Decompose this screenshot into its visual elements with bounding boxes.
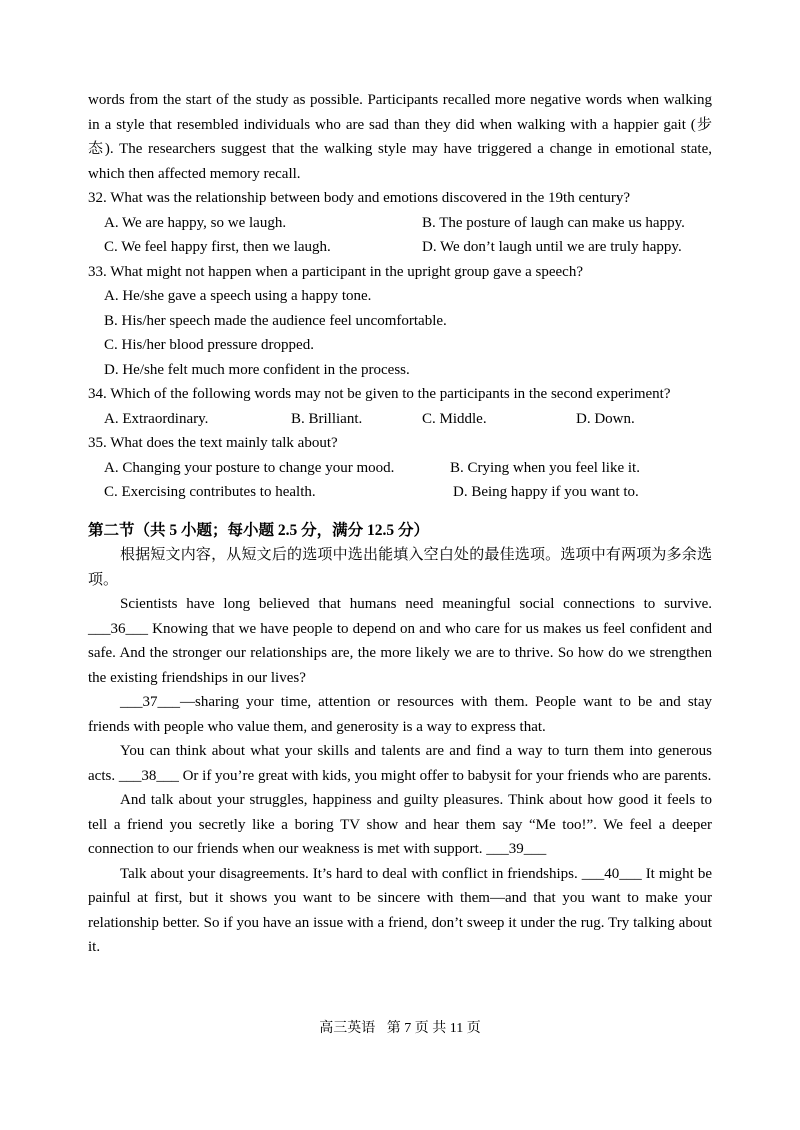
option-d: D. Being happy if you want to.: [453, 484, 639, 500]
option-a: A. He/she gave a speech using a happy tone.: [104, 288, 372, 304]
intro-paragraph: words from the start of the study as possible. Participants recalled more negative words when walking in a style that resembled individuals who are sad than they did when walking with a happier gait (步态). The researchers suggest that the walking style may have triggered a change in emotional state, which then affected memory recall.: [88, 92, 712, 182]
option-a: A. Changing your posture to change your mood.: [104, 459, 395, 476]
options-row: [88, 211, 712, 236]
question-stem: 34. Which of the following words may not be given to the participants in the second experiment?: [88, 386, 671, 402]
passage-paragraph: Talk about your disagreements. It’s hard to deal with conflict in friendships. ___40___ It might be painful at first, but it shows you want to be sincere with them—and that you want to make your relationship better. So if you have an issue with a friend, don’t sweep it under the rug. Try talking about it.: [88, 865, 712, 955]
option-c: C. Middle.: [422, 410, 487, 427]
options-row: [88, 456, 712, 481]
question-35: [88, 431, 712, 505]
question-stem: 33. What might not happen when a participant in the upright group gave a speech?: [88, 263, 583, 280]
passage-paragraph: And talk about your struggles, happiness and guilty pleasures. Think about how good it feels to tell a friend you secretly like a boring TV show and hear them say “Me too!”. We feel a deeper connection to our friends when our weakness is met with support. ___39___: [88, 792, 712, 857]
option-d: D. We don’t laugh until we are truly happy.: [422, 239, 682, 255]
passage-paragraph: You can think about what your skills and talents are and find a way to turn them into generous acts. ___38___ Or if you’re great with kids, you might offer to babysit for your friends who are parents.: [88, 743, 712, 784]
option-b: B. Crying when you feel like it.: [450, 459, 640, 476]
footer-subject: 高三英语: [319, 1021, 376, 1036]
option-a: A. Extraordinary.: [104, 410, 209, 427]
option-b: B. Brilliant.: [291, 410, 363, 427]
options-row: [88, 407, 712, 432]
option-c: C. His/her blood pressure dropped.: [104, 337, 314, 353]
option-d: D. He/she felt much more confident in the process.: [104, 361, 410, 378]
passage-paragraph: Scientists have long believed that humans need meaningful social connections to survive. ___36___ Knowing that we have people to depend on and who care for us makes us feel confident and safe. And the stronger our relationships are, the more likely we are to thrive. So how do we strengthen the existing friendships in our lives?: [88, 596, 712, 686]
options-row: [88, 235, 712, 260]
option-c: C. Exercising contributes to health.: [104, 484, 316, 500]
section-instruction: 根据短文内容，从短文后的选项中选出能填入空白处的最佳选项。选项中有两项为多余选项。: [88, 547, 712, 588]
option-d: D. Down.: [576, 410, 635, 427]
question-34: [88, 382, 712, 431]
options-row: [88, 480, 712, 505]
question-32: [88, 186, 712, 260]
question-stem: 35. What does the text mainly talk about?: [88, 435, 338, 451]
passage-paragraph: ___37___—sharing your time, attention or resources with them. People want to be and stay friends with people who value them, and generosity is a way to express that.: [88, 694, 712, 735]
page-footer: [0, 1020, 800, 1038]
exam-page: [88, 88, 712, 960]
section-heading: 第二节（共 5 小题；每小题 2.5 分，满分 12.5 分）: [88, 521, 430, 539]
footer-page-number: 第 7 页 共 11 页: [386, 1021, 481, 1036]
option-b: B. The posture of laugh can make us happy.: [422, 214, 685, 231]
question-33: [88, 260, 712, 383]
option-c: C. We feel happy first, then we laugh.: [104, 239, 331, 255]
option-b: B. His/her speech made the audience feel uncomfortable.: [104, 312, 447, 329]
question-stem: 32. What was the relationship between body and emotions discovered in the 19th century?: [88, 190, 631, 206]
option-a: A. We are happy, so we laugh.: [104, 214, 287, 231]
